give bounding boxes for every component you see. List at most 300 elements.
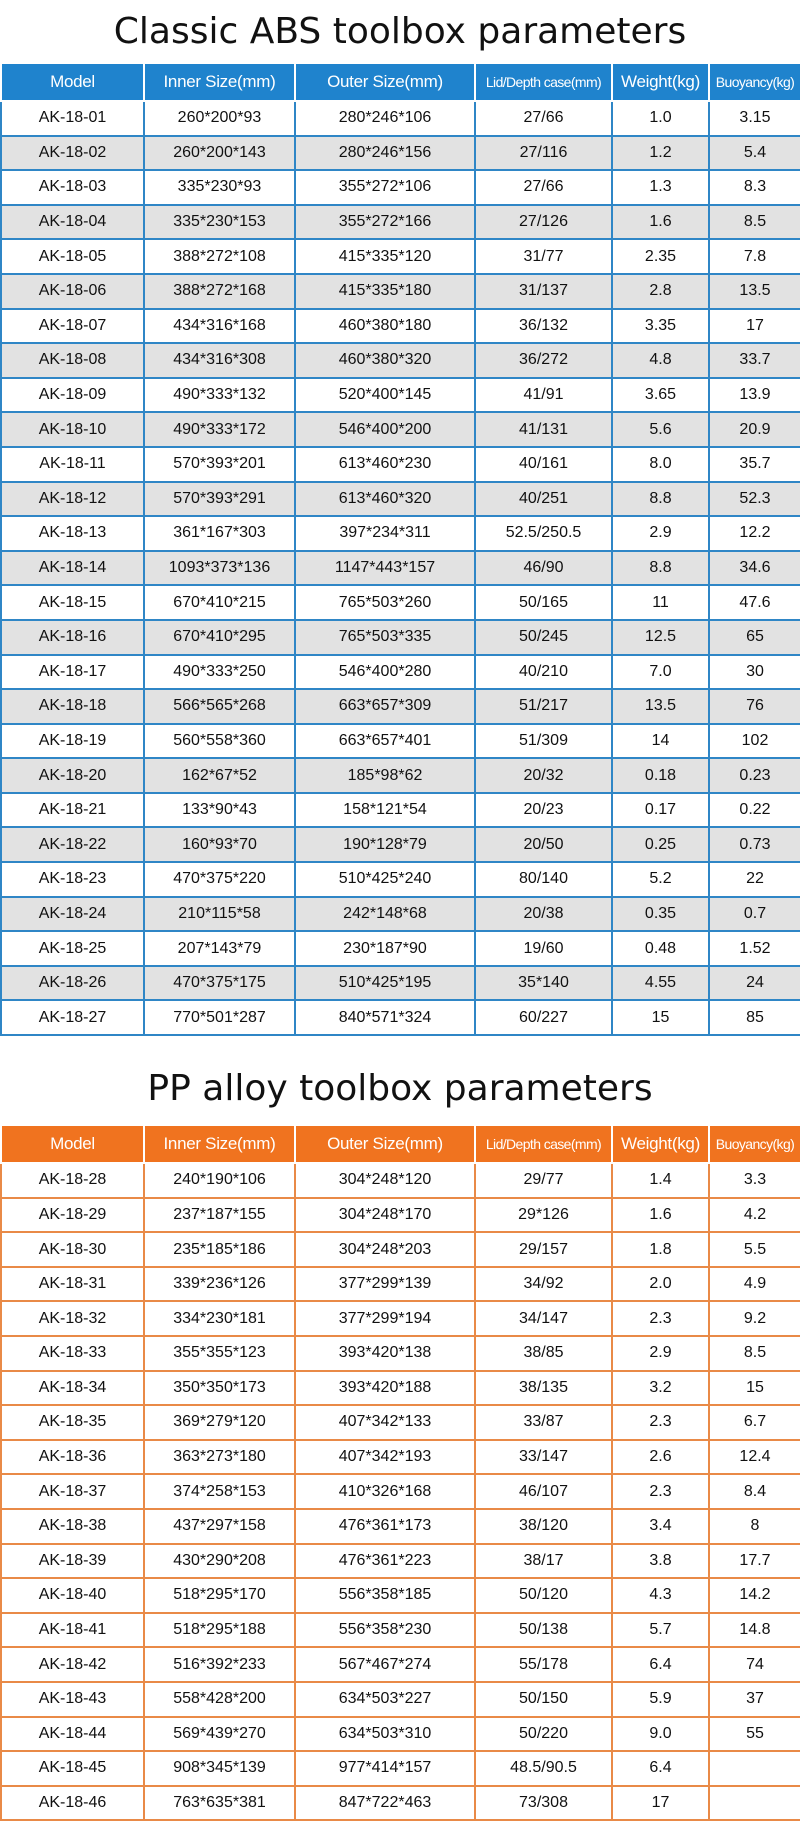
- outer-size-cell: 765*503*335: [295, 620, 475, 655]
- buoyancy-cell: 8: [709, 1509, 800, 1544]
- inner-size-cell: 569*439*270: [144, 1717, 295, 1752]
- model-cell: AK-18-13: [1, 516, 144, 551]
- outer-size-cell: 415*335*120: [295, 239, 475, 274]
- lid-depth-cell: 50/220: [475, 1717, 612, 1752]
- lid-depth-cell: 27/66: [475, 101, 612, 136]
- outer-size-cell: 556*358*230: [295, 1613, 475, 1648]
- lid-depth-cell: 34/92: [475, 1267, 612, 1302]
- model-cell: AK-18-06: [1, 274, 144, 309]
- model-cell: AK-18-08: [1, 343, 144, 378]
- model-cell: AK-18-10: [1, 412, 144, 447]
- outer-size-cell: 190*128*79: [295, 827, 475, 862]
- model-cell: AK-18-20: [1, 758, 144, 793]
- lid-depth-cell: 40/161: [475, 447, 612, 482]
- lid-depth-cell: 50/138: [475, 1613, 612, 1648]
- weight-cell: 5.2: [612, 862, 709, 897]
- lid-depth-cell: 38/135: [475, 1371, 612, 1406]
- header-inner-size: Inner Size(mm): [144, 63, 295, 101]
- table-row: [1, 655, 800, 690]
- header-model: Model: [1, 63, 144, 101]
- buoyancy-cell: 74: [709, 1647, 800, 1682]
- inner-size-cell: 160*93*70: [144, 827, 295, 862]
- outer-size-cell: 393*420*138: [295, 1336, 475, 1371]
- weight-cell: 2.3: [612, 1301, 709, 1336]
- buoyancy-cell: 0.23: [709, 758, 800, 793]
- model-cell: AK-18-24: [1, 897, 144, 932]
- model-cell: AK-18-14: [1, 551, 144, 586]
- inner-size-cell: 490*333*132: [144, 378, 295, 413]
- table-row: [1, 205, 800, 240]
- outer-size-cell: 407*342*193: [295, 1440, 475, 1475]
- inner-size-cell: 237*187*155: [144, 1198, 295, 1233]
- outer-size-cell: 476*361*173: [295, 1509, 475, 1544]
- outer-size-cell: 546*400*280: [295, 655, 475, 690]
- inner-size-cell: 570*393*291: [144, 482, 295, 517]
- lid-depth-cell: 41/91: [475, 378, 612, 413]
- buoyancy-cell: 8.4: [709, 1474, 800, 1509]
- weight-cell: 2.6: [612, 1440, 709, 1475]
- buoyancy-cell: 17.7: [709, 1544, 800, 1579]
- inner-size-cell: 1093*373*136: [144, 551, 295, 586]
- lid-depth-cell: 51/217: [475, 689, 612, 724]
- table-row: [1, 1613, 800, 1648]
- outer-size-cell: 663*657*401: [295, 724, 475, 759]
- model-cell: AK-18-01: [1, 101, 144, 136]
- table-row: [1, 966, 800, 1001]
- weight-cell: 3.8: [612, 1544, 709, 1579]
- lid-depth-cell: 46/107: [475, 1474, 612, 1509]
- lid-depth-cell: 36/132: [475, 309, 612, 344]
- weight-cell: 6.4: [612, 1751, 709, 1786]
- weight-cell: 3.4: [612, 1509, 709, 1544]
- inner-size-cell: 518*295*170: [144, 1578, 295, 1613]
- model-cell: AK-18-11: [1, 447, 144, 482]
- buoyancy-cell: 8.5: [709, 205, 800, 240]
- lid-depth-cell: 20/23: [475, 793, 612, 828]
- inner-size-cell: 260*200*143: [144, 136, 295, 171]
- lid-depth-cell: 20/38: [475, 897, 612, 932]
- pp-table-title: PP alloy toolbox parameters: [147, 1067, 653, 1109]
- buoyancy-cell: 102: [709, 724, 800, 759]
- inner-size-cell: 470*375*220: [144, 862, 295, 897]
- model-cell: AK-18-19: [1, 724, 144, 759]
- model-cell: AK-18-29: [1, 1198, 144, 1233]
- lid-depth-cell: 80/140: [475, 862, 612, 897]
- buoyancy-cell: 24: [709, 966, 800, 1001]
- model-cell: AK-18-32: [1, 1301, 144, 1336]
- lid-depth-cell: 52.5/250.5: [475, 516, 612, 551]
- inner-size-cell: 516*392*233: [144, 1647, 295, 1682]
- lid-depth-cell: 55/178: [475, 1647, 612, 1682]
- inner-size-cell: 763*635*381: [144, 1786, 295, 1821]
- buoyancy-cell: 8.5: [709, 1336, 800, 1371]
- weight-cell: 0.25: [612, 827, 709, 862]
- buoyancy-cell: 20.9: [709, 412, 800, 447]
- outer-size-cell: 230*187*90: [295, 931, 475, 966]
- table-row: [1, 758, 800, 793]
- table-row: [1, 1267, 800, 1302]
- table-row: [1, 274, 800, 309]
- outer-size-cell: 520*400*145: [295, 378, 475, 413]
- outer-size-cell: 546*400*200: [295, 412, 475, 447]
- buoyancy-cell: 3.3: [709, 1163, 800, 1198]
- model-cell: AK-18-05: [1, 239, 144, 274]
- inner-size-cell: 770*501*287: [144, 1000, 295, 1035]
- outer-size-cell: 613*460*230: [295, 447, 475, 482]
- table-row: [1, 862, 800, 897]
- weight-cell: 5.6: [612, 412, 709, 447]
- lid-depth-cell: 27/126: [475, 205, 612, 240]
- inner-size-cell: 470*375*175: [144, 966, 295, 1001]
- table-row: [1, 1232, 800, 1267]
- weight-cell: 0.35: [612, 897, 709, 932]
- table-row: [1, 1544, 800, 1579]
- outer-size-cell: 304*248*170: [295, 1198, 475, 1233]
- model-cell: AK-18-27: [1, 1000, 144, 1035]
- weight-cell: 3.2: [612, 1371, 709, 1406]
- table-row: [1, 1509, 800, 1544]
- inner-size-cell: 363*273*180: [144, 1440, 295, 1475]
- inner-size-cell: 430*290*208: [144, 1544, 295, 1579]
- model-cell: AK-18-31: [1, 1267, 144, 1302]
- table-row: [1, 551, 800, 586]
- buoyancy-cell: 55: [709, 1717, 800, 1752]
- lid-depth-cell: 38/120: [475, 1509, 612, 1544]
- buoyancy-cell: 3.15: [709, 101, 800, 136]
- buoyancy-cell: 37: [709, 1682, 800, 1717]
- weight-cell: 2.9: [612, 516, 709, 551]
- table-row: [1, 620, 800, 655]
- weight-cell: 4.55: [612, 966, 709, 1001]
- outer-size-cell: 407*342*133: [295, 1405, 475, 1440]
- lid-depth-cell: 27/116: [475, 136, 612, 171]
- inner-size-cell: 207*143*79: [144, 931, 295, 966]
- weight-cell: 4.3: [612, 1578, 709, 1613]
- table-row: [1, 1717, 800, 1752]
- buoyancy-cell: 14.8: [709, 1613, 800, 1648]
- model-cell: AK-18-12: [1, 482, 144, 517]
- table-row: [1, 170, 800, 205]
- model-cell: AK-18-21: [1, 793, 144, 828]
- inner-size-cell: 339*236*126: [144, 1267, 295, 1302]
- table-row: [1, 309, 800, 344]
- outer-size-cell: 304*248*120: [295, 1163, 475, 1198]
- buoyancy-cell: 6.7: [709, 1405, 800, 1440]
- weight-cell: 6.4: [612, 1647, 709, 1682]
- lid-depth-cell: 33/87: [475, 1405, 612, 1440]
- lid-depth-cell: 40/210: [475, 655, 612, 690]
- table-row: [1, 1000, 800, 1035]
- weight-cell: 8.8: [612, 551, 709, 586]
- inner-size-cell: 240*190*106: [144, 1163, 295, 1198]
- buoyancy-cell: 34.6: [709, 551, 800, 586]
- weight-cell: 17: [612, 1786, 709, 1821]
- lid-depth-cell: 38/85: [475, 1336, 612, 1371]
- model-cell: AK-18-44: [1, 1717, 144, 1752]
- table-row: [1, 897, 800, 932]
- outer-size-cell: 840*571*324: [295, 1000, 475, 1035]
- header-buoyancy: Buoyancy(kg): [709, 63, 800, 101]
- model-cell: AK-18-34: [1, 1371, 144, 1406]
- outer-size-cell: 977*414*157: [295, 1751, 475, 1786]
- table-row: [1, 412, 800, 447]
- model-cell: AK-18-23: [1, 862, 144, 897]
- header-model: Model: [1, 1125, 144, 1163]
- inner-size-cell: 558*428*200: [144, 1682, 295, 1717]
- abs-table-title: Classic ABS toolbox parameters: [113, 10, 687, 52]
- model-cell: AK-18-45: [1, 1751, 144, 1786]
- outer-size-cell: 397*234*311: [295, 516, 475, 551]
- model-cell: AK-18-46: [1, 1786, 144, 1821]
- header-lid-depth: Lid/Depth case(mm): [475, 1125, 612, 1163]
- outer-size-cell: 377*299*139: [295, 1267, 475, 1302]
- lid-depth-cell: 27/66: [475, 170, 612, 205]
- outer-size-cell: 613*460*320: [295, 482, 475, 517]
- inner-size-cell: 374*258*153: [144, 1474, 295, 1509]
- model-cell: AK-18-37: [1, 1474, 144, 1509]
- model-cell: AK-18-25: [1, 931, 144, 966]
- outer-size-cell: 158*121*54: [295, 793, 475, 828]
- weight-cell: 0.48: [612, 931, 709, 966]
- lid-depth-cell: 40/251: [475, 482, 612, 517]
- lid-depth-cell: 50/165: [475, 585, 612, 620]
- weight-cell: 2.8: [612, 274, 709, 309]
- table-row: [1, 1578, 800, 1613]
- model-cell: AK-18-40: [1, 1578, 144, 1613]
- outer-size-cell: 510*425*195: [295, 966, 475, 1001]
- buoyancy-cell: 13.5: [709, 274, 800, 309]
- lid-depth-cell: 48.5/90.5: [475, 1751, 612, 1786]
- outer-size-cell: 663*657*309: [295, 689, 475, 724]
- model-cell: AK-18-04: [1, 205, 144, 240]
- model-cell: AK-18-38: [1, 1509, 144, 1544]
- outer-size-cell: 393*420*188: [295, 1371, 475, 1406]
- inner-size-cell: 335*230*153: [144, 205, 295, 240]
- table-row: [1, 343, 800, 378]
- inner-size-cell: 334*230*181: [144, 1301, 295, 1336]
- inner-size-cell: 490*333*172: [144, 412, 295, 447]
- weight-cell: 7.0: [612, 655, 709, 690]
- buoyancy-cell: 76: [709, 689, 800, 724]
- table-row: [1, 1440, 800, 1475]
- table-row: [1, 585, 800, 620]
- weight-cell: 1.3: [612, 170, 709, 205]
- outer-size-cell: 280*246*156: [295, 136, 475, 171]
- inner-size-cell: 210*115*58: [144, 897, 295, 932]
- inner-size-cell: 235*185*186: [144, 1232, 295, 1267]
- table-row: [1, 1682, 800, 1717]
- model-cell: AK-18-18: [1, 689, 144, 724]
- lid-depth-cell: 38/17: [475, 1544, 612, 1579]
- weight-cell: 15: [612, 1000, 709, 1035]
- lid-depth-cell: 20/50: [475, 827, 612, 862]
- lid-depth-cell: 19/60: [475, 931, 612, 966]
- table-row: [1, 1198, 800, 1233]
- table-row: [1, 482, 800, 517]
- lid-depth-cell: 34/147: [475, 1301, 612, 1336]
- model-cell: AK-18-42: [1, 1647, 144, 1682]
- lid-depth-cell: 50/245: [475, 620, 612, 655]
- lid-depth-cell: 29*126: [475, 1198, 612, 1233]
- table-row: [1, 136, 800, 171]
- inner-size-cell: 570*393*201: [144, 447, 295, 482]
- model-cell: AK-18-03: [1, 170, 144, 205]
- inner-size-cell: 162*67*52: [144, 758, 295, 793]
- weight-cell: 11: [612, 585, 709, 620]
- pp-parameters-table: [0, 1124, 800, 1821]
- weight-cell: 14: [612, 724, 709, 759]
- weight-cell: 8.0: [612, 447, 709, 482]
- weight-cell: 2.3: [612, 1405, 709, 1440]
- buoyancy-cell: [709, 1751, 800, 1786]
- model-cell: AK-18-26: [1, 966, 144, 1001]
- weight-cell: 2.0: [612, 1267, 709, 1302]
- table-row: [1, 239, 800, 274]
- model-cell: AK-18-02: [1, 136, 144, 171]
- model-cell: AK-18-22: [1, 827, 144, 862]
- model-cell: AK-18-35: [1, 1405, 144, 1440]
- buoyancy-cell: 0.7: [709, 897, 800, 932]
- buoyancy-cell: 4.9: [709, 1267, 800, 1302]
- model-cell: AK-18-39: [1, 1544, 144, 1579]
- weight-cell: 2.3: [612, 1474, 709, 1509]
- weight-cell: 1.2: [612, 136, 709, 171]
- outer-size-cell: 355*272*166: [295, 205, 475, 240]
- buoyancy-cell: 33.7: [709, 343, 800, 378]
- table-row: [1, 724, 800, 759]
- buoyancy-cell: 13.9: [709, 378, 800, 413]
- table-row: [1, 689, 800, 724]
- buoyancy-cell: 0.73: [709, 827, 800, 862]
- weight-cell: 0.18: [612, 758, 709, 793]
- abs-parameters-table: [0, 62, 800, 1036]
- weight-cell: 13.5: [612, 689, 709, 724]
- buoyancy-cell: 12.2: [709, 516, 800, 551]
- weight-cell: 4.8: [612, 343, 709, 378]
- outer-size-cell: 567*467*274: [295, 1647, 475, 1682]
- model-cell: AK-18-15: [1, 585, 144, 620]
- lid-depth-cell: 20/32: [475, 758, 612, 793]
- header-inner-size: Inner Size(mm): [144, 1125, 295, 1163]
- header-buoyancy: Buoyancy(kg): [709, 1125, 800, 1163]
- table-row: [1, 1786, 800, 1821]
- weight-cell: 1.8: [612, 1232, 709, 1267]
- lid-depth-cell: 29/77: [475, 1163, 612, 1198]
- outer-size-cell: 304*248*203: [295, 1232, 475, 1267]
- buoyancy-cell: 1.52: [709, 931, 800, 966]
- outer-size-cell: 765*503*260: [295, 585, 475, 620]
- weight-cell: 3.35: [612, 309, 709, 344]
- inner-size-cell: 908*345*139: [144, 1751, 295, 1786]
- table-row: [1, 1751, 800, 1786]
- outer-size-cell: 476*361*223: [295, 1544, 475, 1579]
- outer-size-cell: 1147*443*157: [295, 551, 475, 586]
- model-cell: AK-18-36: [1, 1440, 144, 1475]
- buoyancy-cell: [709, 1786, 800, 1821]
- outer-size-cell: 410*326*168: [295, 1474, 475, 1509]
- outer-size-cell: 415*335*180: [295, 274, 475, 309]
- model-cell: AK-18-07: [1, 309, 144, 344]
- outer-size-cell: 634*503*227: [295, 1682, 475, 1717]
- lid-depth-cell: 31/77: [475, 239, 612, 274]
- header-outer-size: Outer Size(mm): [295, 1125, 475, 1163]
- model-cell: AK-18-16: [1, 620, 144, 655]
- table-row: [1, 101, 800, 136]
- weight-cell: 8.8: [612, 482, 709, 517]
- outer-size-cell: 355*272*106: [295, 170, 475, 205]
- model-cell: AK-18-30: [1, 1232, 144, 1267]
- inner-size-cell: 670*410*295: [144, 620, 295, 655]
- buoyancy-cell: 52.3: [709, 482, 800, 517]
- inner-size-cell: 355*355*123: [144, 1336, 295, 1371]
- inner-size-cell: 388*272*108: [144, 239, 295, 274]
- buoyancy-cell: 12.4: [709, 1440, 800, 1475]
- model-cell: AK-18-28: [1, 1163, 144, 1198]
- lid-depth-cell: 50/120: [475, 1578, 612, 1613]
- table-row: [1, 1474, 800, 1509]
- lid-depth-cell: 41/131: [475, 412, 612, 447]
- table-row: [1, 447, 800, 482]
- outer-size-cell: 377*299*194: [295, 1301, 475, 1336]
- inner-size-cell: 434*316*168: [144, 309, 295, 344]
- outer-size-cell: 510*425*240: [295, 862, 475, 897]
- model-cell: AK-18-17: [1, 655, 144, 690]
- inner-size-cell: 518*295*188: [144, 1613, 295, 1648]
- weight-cell: 9.0: [612, 1717, 709, 1752]
- buoyancy-cell: 5.4: [709, 136, 800, 171]
- inner-size-cell: 369*279*120: [144, 1405, 295, 1440]
- table-row: [1, 793, 800, 828]
- weight-cell: 1.6: [612, 205, 709, 240]
- weight-cell: 1.6: [612, 1198, 709, 1233]
- buoyancy-cell: 14.2: [709, 1578, 800, 1613]
- lid-depth-cell: 50/150: [475, 1682, 612, 1717]
- lid-depth-cell: 31/137: [475, 274, 612, 309]
- lid-depth-cell: 60/227: [475, 1000, 612, 1035]
- buoyancy-cell: 47.6: [709, 585, 800, 620]
- inner-size-cell: 560*558*360: [144, 724, 295, 759]
- inner-size-cell: 133*90*43: [144, 793, 295, 828]
- inner-size-cell: 260*200*93: [144, 101, 295, 136]
- lid-depth-cell: 73/308: [475, 1786, 612, 1821]
- buoyancy-cell: 0.22: [709, 793, 800, 828]
- weight-cell: 5.9: [612, 1682, 709, 1717]
- model-cell: AK-18-09: [1, 378, 144, 413]
- inner-size-cell: 350*350*173: [144, 1371, 295, 1406]
- table-row: [1, 378, 800, 413]
- lid-depth-cell: 46/90: [475, 551, 612, 586]
- table-row: [1, 1647, 800, 1682]
- buoyancy-cell: 22: [709, 862, 800, 897]
- table-row: [1, 1336, 800, 1371]
- lid-depth-cell: 51/309: [475, 724, 612, 759]
- outer-size-cell: 460*380*320: [295, 343, 475, 378]
- pp-header-row: [1, 1125, 800, 1163]
- inner-size-cell: 670*410*215: [144, 585, 295, 620]
- model-cell: AK-18-41: [1, 1613, 144, 1648]
- inner-size-cell: 361*167*303: [144, 516, 295, 551]
- inner-size-cell: 566*565*268: [144, 689, 295, 724]
- outer-size-cell: 185*98*62: [295, 758, 475, 793]
- table-row: [1, 1371, 800, 1406]
- weight-cell: 1.0: [612, 101, 709, 136]
- weight-cell: 2.9: [612, 1336, 709, 1371]
- outer-size-cell: 556*358*185: [295, 1578, 475, 1613]
- weight-cell: 2.35: [612, 239, 709, 274]
- buoyancy-cell: 17: [709, 309, 800, 344]
- model-cell: AK-18-33: [1, 1336, 144, 1371]
- lid-depth-cell: 33/147: [475, 1440, 612, 1475]
